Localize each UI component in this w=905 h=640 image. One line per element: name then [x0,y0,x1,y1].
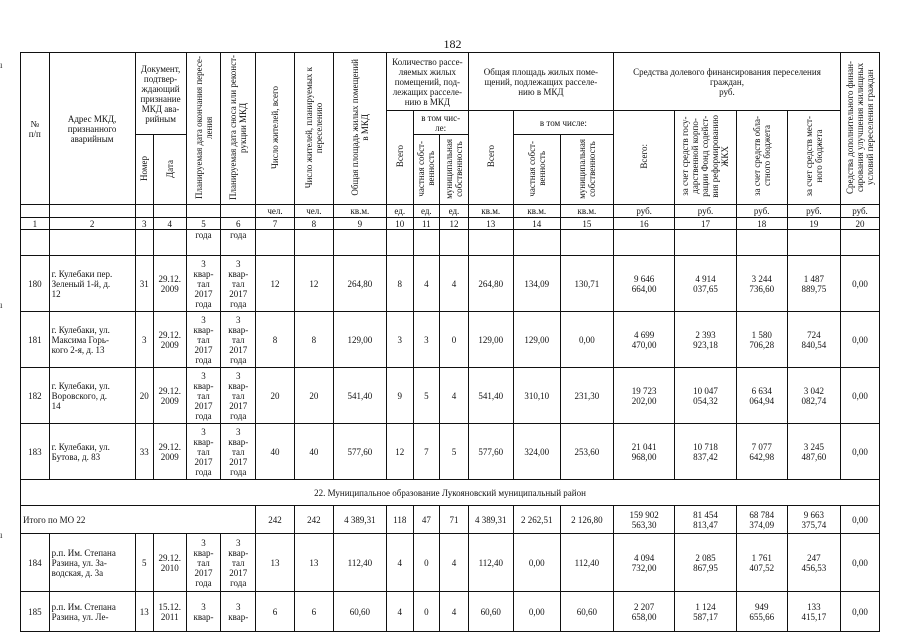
row-count-municipal: 4 [440,256,469,312]
row-area-private: 129,00 [513,312,560,368]
total-extra: 0,00 [840,506,879,534]
row-funds-regional: 1 580 706,28 [736,312,787,368]
header-residents-planned: Число жителей, планируемых к переселению [303,66,324,189]
col-number: 13 [468,218,513,230]
resettlement-table [20,52,880,632]
row-area-private: 0,00 [513,592,560,632]
row-funds-fund: 2 085 867,95 [675,534,736,592]
header-funds-regional: за счет средств обла- стного бюджета [751,116,772,197]
carry-over-row [21,230,880,256]
row-doc-date: 29.12. 2009 [153,256,186,312]
table-row [21,312,880,368]
binding-mark: ı [0,300,3,310]
row-extra: 0,00 [840,424,879,480]
row-area-total: 264,80 [468,256,513,312]
row-count-private: 4 [413,256,440,312]
row-area-total: 60,60 [468,592,513,632]
col-number: 4 [153,218,186,230]
row-area-municipal: 60,60 [560,592,613,632]
total-funds: 159 902 563,30 [613,506,674,534]
row-area: 129,00 [333,312,386,368]
header-doc-number: Номер [139,155,150,182]
row-area-private: 324,00 [513,424,560,480]
unit-cell: руб. [840,205,879,218]
total-planned: 242 [294,506,333,534]
row-funds-regional: 7 077 642,98 [736,424,787,480]
row-funds-regional: 949 655,66 [736,592,787,632]
row-doc-date: 29.12. 2009 [153,368,186,424]
row-funds-local: 3 042 082,74 [787,368,840,424]
unit-cell: ед. [413,205,440,218]
col-number: 12 [440,218,469,230]
total-row [21,506,880,534]
row-count: 3 [386,312,413,368]
unit-cell: руб. [736,205,787,218]
row-funds-regional: 1 761 407,52 [736,534,787,592]
row-doc-date: 29.12. 2009 [153,424,186,480]
row-planned-demolition: 3 квар- тал 2017 года [221,256,256,312]
header-funds-total: Всего: [639,144,650,169]
row-planned: 20 [294,368,333,424]
row-count-municipal: 4 [440,534,469,592]
header-area-incl: в том числе: [513,111,613,135]
row-number: 180 [21,256,50,312]
row-residents: 6 [256,592,295,632]
total-funds-local: 9 663 375,74 [787,506,840,534]
header-planned-end: Планируемая дата окончания пересе- ления [193,56,214,199]
unit-cell: кв.м. [560,205,613,218]
col-number: 20 [840,218,879,230]
binding-mark: ı [0,60,3,70]
col-number: 1 [21,218,50,230]
row-count-municipal: 5 [440,424,469,480]
row-planned: 40 [294,424,333,480]
row-funds-regional: 6 634 064,94 [736,368,787,424]
col-number: 5 [186,218,221,230]
row-count-private: 0 [413,592,440,632]
row-planned-end: 3 квар- тал 2017 года [186,256,221,312]
row-residents: 20 [256,368,295,424]
row-planned-end: 3 квар- тал 2017 года [186,424,221,480]
row-planned-demolition: 3 квар- тал 2017 года [221,312,256,368]
header-num: № п/п [21,53,50,205]
row-count-private: 5 [413,368,440,424]
row-funds-total: 2 207 658,00 [613,592,674,632]
row-area: 60,60 [333,592,386,632]
row-residents: 8 [256,312,295,368]
row-doc-date: 29.12. 2010 [153,534,186,592]
row-doc-date: 29.12. 2009 [153,312,186,368]
row-area: 541,40 [333,368,386,424]
total-area: 4 389,31 [333,506,386,534]
row-funds-fund: 10 718 837,42 [675,424,736,480]
row-funds-fund: 2 393 923,18 [675,312,736,368]
row-number: 184 [21,534,50,592]
header-residents-total: Число жителей, всего [270,86,281,169]
row-area: 112,40 [333,534,386,592]
row-count: 4 [386,592,413,632]
row-funds-total: 4 094 732,00 [613,534,674,592]
col-number: 6 [221,218,256,230]
row-planned-demolition: 3 квар- тал 2017 года [221,534,256,592]
row-number: 181 [21,312,50,368]
col-number: 3 [135,218,153,230]
row-doc-number: 5 [135,534,153,592]
row-funds-fund: 10 047 054,32 [675,368,736,424]
group-title: 22. Муниципальное образование Лукояновский муниципальный район [21,480,880,506]
row-number: 185 [21,592,50,632]
unit-cell: чел. [294,205,333,218]
column-numbers-row [21,218,880,230]
col-number: 17 [675,218,736,230]
header-document: Документ, подтвер- ждающий признание МКД ава- рийным [135,53,186,135]
row-number: 183 [21,424,50,480]
row-count: 9 [386,368,413,424]
row-count-municipal: 4 [440,592,469,632]
row-funds-local: 3 245 487,60 [787,424,840,480]
row-address: г. Кулебаки, ул. Воровского, д. 14 [49,368,135,424]
total-funds-regional: 68 784 374,09 [736,506,787,534]
unit-cell: руб. [675,205,736,218]
row-doc-number: 3 [135,312,153,368]
col-number: 19 [787,218,840,230]
row-area-private: 310,10 [513,368,560,424]
col-number: 18 [736,218,787,230]
row-area-private: 0,00 [513,534,560,592]
col-number: 10 [386,218,413,230]
col-number: 15 [560,218,613,230]
table-row [21,368,880,424]
row-count: 8 [386,256,413,312]
row-number: 182 [21,368,50,424]
binding-mark: ı [0,530,3,540]
row-area-total: 541,40 [468,368,513,424]
unit-cell: кв.м. [468,205,513,218]
header-total-area: Общая площадь жилых помещений в МКД [349,59,370,196]
total-area-total: 4 389,31 [468,506,513,534]
row-planned-demolition: 3 квар- [221,592,256,632]
row-planned-demolition: 3 квар- тал 2017 года [221,424,256,480]
header-funds-local: за счет средств мест- ного бюджета [803,116,824,197]
row-area: 577,60 [333,424,386,480]
header-area-total: Всего [485,145,496,168]
row-planned-demolition: 3 квар- тал 2017 года [221,368,256,424]
row-doc-number: 31 [135,256,153,312]
header-area-group: Общая площадь жилых поме- щений, подлежащих расселе- нию в МКД [468,53,613,111]
row-funds-total: 4 699 470,00 [613,312,674,368]
header-count-private: частная собст- венность [416,140,437,197]
col-number: 9 [333,218,386,230]
col-number: 7 [256,218,295,230]
row-funds-local: 133 415,17 [787,592,840,632]
carry-over-cell: года [221,230,256,256]
unit-cell: руб. [613,205,674,218]
row-area-total: 129,00 [468,312,513,368]
row-extra: 0,00 [840,592,879,632]
header-doc-date: Дата [164,159,175,178]
row-area-private: 134,09 [513,256,560,312]
total-residents: 242 [256,506,295,534]
row-count-municipal: 4 [440,368,469,424]
row-address: г. Кулебаки пер. Зеленый 1-й, д. 12 [49,256,135,312]
header-funds-fund: за счет средств госу- дарственной корпо- рации Фонд содейст- вия реформированию ЖКХ [680,115,731,198]
row-funds-fund: 1 124 587,17 [675,592,736,632]
row-address: р.п. Им. Степана Разина, ул. За- водская, д. 3а [49,534,135,592]
col-number: 14 [513,218,560,230]
unit-cell: кв.м. [513,205,560,218]
unit-cell: чел. [256,205,295,218]
row-planned-end: 3 квар- [186,592,221,632]
row-count-private: 0 [413,534,440,592]
row-extra: 0,00 [840,312,879,368]
row-residents: 12 [256,256,295,312]
col-number: 2 [49,218,135,230]
row-area-total: 112,40 [468,534,513,592]
header-address: Адрес МКД, признанного аварийным [49,53,135,205]
col-number: 8 [294,218,333,230]
row-planned-end: 3 квар- тал 2017 года [186,534,221,592]
row-address: р.п. Им. Степана Разина, ул. Ле- [49,592,135,632]
unit-cell: кв.м. [333,205,386,218]
total-count: 118 [386,506,413,534]
unit-cell: руб. [787,205,840,218]
row-area-municipal: 253,60 [560,424,613,480]
total-count-municipal: 71 [440,506,469,534]
row-planned-end: 3 квар- тал 2017 года [186,312,221,368]
header-area-municipal: муниципальная собственность [576,138,597,199]
row-area-total: 577,60 [468,424,513,480]
row-count-private: 3 [413,312,440,368]
row-count: 12 [386,424,413,480]
table-row [21,534,880,592]
total-area-private: 2 262,51 [513,506,560,534]
total-funds-fund: 81 454 813,47 [675,506,736,534]
units-row [21,205,880,218]
col-number: 11 [413,218,440,230]
row-funds-total: 19 723 202,00 [613,368,674,424]
header-count-total: Всего [394,145,405,168]
row-area-municipal: 231,30 [560,368,613,424]
row-residents: 13 [256,534,295,592]
header-count-municipal: муниципальная собственность [443,138,464,199]
table-row [21,424,880,480]
row-funds-total: 21 041 968,00 [613,424,674,480]
row-planned: 12 [294,256,333,312]
header-extra-funds: Средства дополнительного финан- сирования улучшения жилищных условий переселения граждан [844,61,875,194]
header-planned-demolition: Планируемая дата сноса или реконст- рукции МКД [228,55,249,200]
row-funds-total: 9 646 664,00 [613,256,674,312]
row-funds-regional: 3 244 736,60 [736,256,787,312]
row-doc-number: 33 [135,424,153,480]
table-row [21,592,880,632]
header-count-group: Количество рассе- ляемых жилых помещений, под- лежащих расселе- нию в МКД [386,53,468,111]
row-planned: 6 [294,592,333,632]
row-count: 4 [386,534,413,592]
table-row [21,256,880,312]
row-doc-date: 15.12. 2011 [153,592,186,632]
row-address: г. Кулебаки, ул. Максима Горь- кого 2-я, д. 13 [49,312,135,368]
row-funds-fund: 4 914 037,65 [675,256,736,312]
row-area-municipal: 0,00 [560,312,613,368]
row-planned-end: 3 квар- тал 2017 года [186,368,221,424]
header-funds-group: Средства долевого финансирования переселения граждан, руб. [613,53,840,111]
row-area-municipal: 130,71 [560,256,613,312]
row-area-municipal: 112,40 [560,534,613,592]
row-doc-number: 13 [135,592,153,632]
total-label: Итого по МО 22 [21,506,256,534]
row-extra: 0,00 [840,534,879,592]
col-number: 16 [613,218,674,230]
row-extra: 0,00 [840,368,879,424]
page-number: 182 [443,37,462,51]
row-extra: 0,00 [840,256,879,312]
row-count-private: 7 [413,424,440,480]
carry-over-cell: года [186,230,221,256]
row-funds-local: 1 487 889,75 [787,256,840,312]
row-doc-number: 20 [135,368,153,424]
unit-cell: ед. [440,205,469,218]
row-address: г. Кулебаки, ул. Бутова, д. 83 [49,424,135,480]
row-funds-local: 247 456,53 [787,534,840,592]
group-title-row [21,480,880,506]
row-area: 264,80 [333,256,386,312]
header-count-incl: в том чис- ле: [413,111,468,135]
header-area-private: частная собст- венность [526,140,547,197]
row-count-municipal: 0 [440,312,469,368]
row-planned: 13 [294,534,333,592]
total-area-municipal: 2 126,80 [560,506,613,534]
row-funds-local: 724 840,54 [787,312,840,368]
total-count-private: 47 [413,506,440,534]
unit-cell: ед. [386,205,413,218]
row-residents: 40 [256,424,295,480]
row-planned: 8 [294,312,333,368]
